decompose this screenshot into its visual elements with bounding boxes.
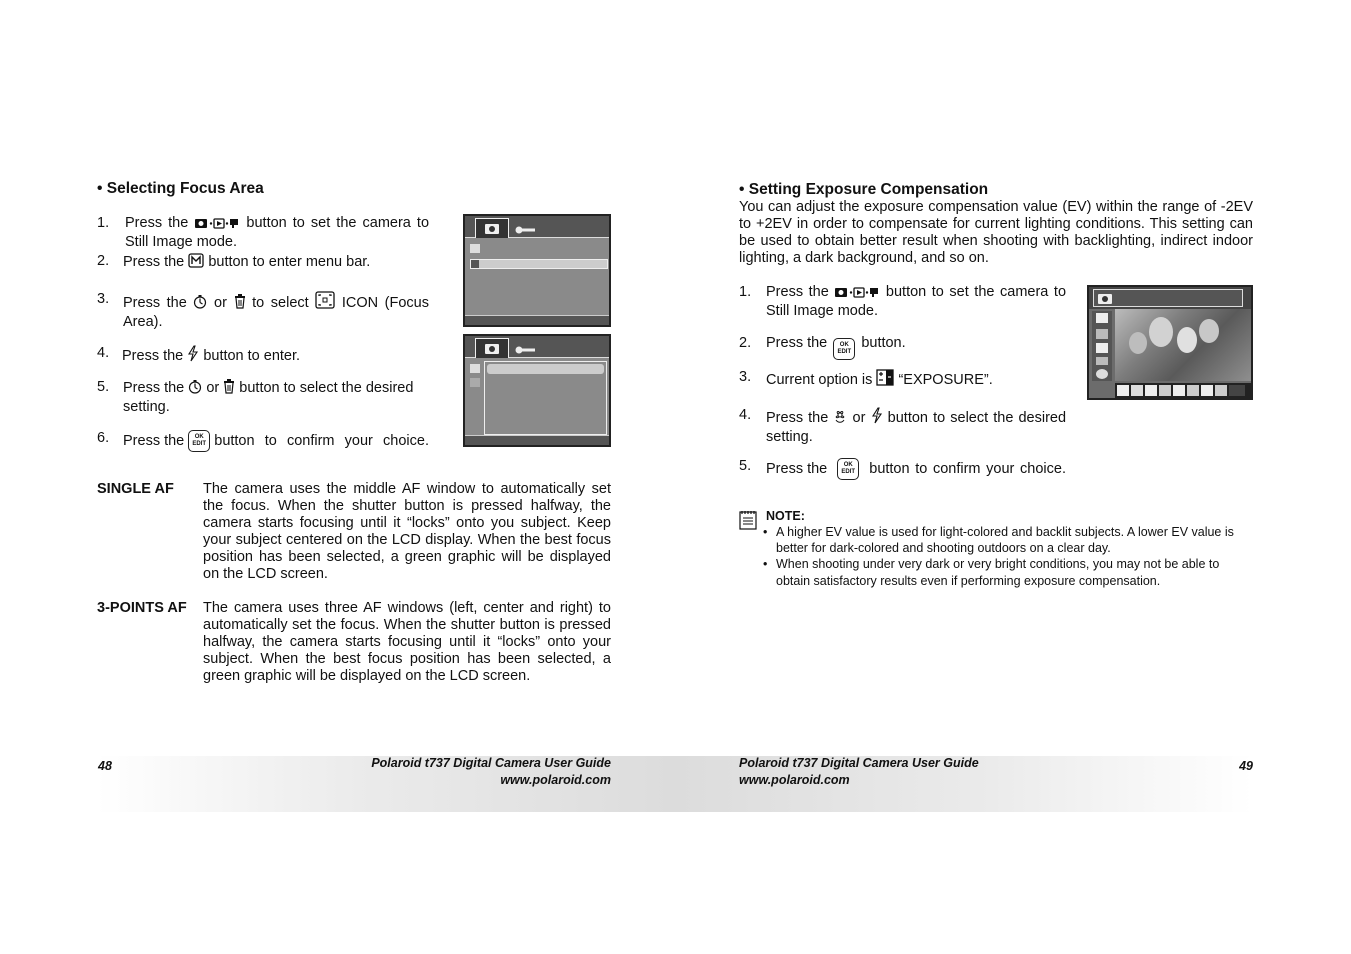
page-number-left: 48 [98, 759, 112, 773]
note-item: • A higher EV value is used for light-colored and backlit subjects. A lower EV value is better for dark-colored and shooting outdoors on a clear day. [763, 525, 1234, 555]
term-3-points-af: 3-POINTS AF The camera uses three AF windows (left, center and right) to automatically set the focus. When the shutter button is pressed halfway, the camera starts focusing until it “locks” onto your subject. When the best focus position has been selected, a green graphic will be displayed on the LCD screen. [97, 600, 611, 684]
note-list [762, 524, 1254, 590]
lcd-menu-screenshot-2 [463, 334, 611, 447]
footer-title-right: Polaroid t737 Digital Camera User Guide www.polaroid.com [739, 756, 979, 787]
left-step-1: 1. Press the button to set the camera to Still Image mode. [97, 215, 430, 250]
menu-button-icon [188, 253, 204, 273]
note-title: NOTE: [766, 509, 805, 523]
exposure-icon [876, 369, 894, 391]
note-item: • When shooting under very dark or very bright conditions, you may not be able to obtain satisfactory results even if performing exposure compensation. [763, 557, 1220, 588]
flash-icon [871, 407, 883, 429]
left-step-3: 3. Press the or to select ICON (Focus Area). [97, 291, 429, 330]
term-single-af: SINGLE AF The camera uses the middle AF window to automatically set the focus. When the shutter button is pressed halfway, the camera starts focusing until it “locks” onto you subject. Keep your subject centered on the LCD display. When the best focus position has been selected, a green graphic will be displayed on the LCD screen. [97, 481, 611, 582]
right-step-4: 4. Press the or button to select the desired setting. [739, 407, 1067, 445]
left-step-5: 5. Press the or button to select the desired setting. [97, 379, 414, 415]
left-step-6: 6. Press the OK EDIT button to confirm your choice. [97, 430, 429, 452]
ok-edit-button-icon: OK EDIT [833, 338, 855, 360]
camera-mode-icon [834, 286, 880, 303]
self-timer-icon [193, 295, 207, 314]
flash-icon [187, 345, 199, 367]
macro-icon [833, 410, 847, 429]
left-step-4: 4. Press the button to enter. [97, 345, 429, 367]
footer-title-left: Polaroid t737 Digital Camera User Guide www.polaroid.com [371, 756, 611, 787]
note-icon [739, 510, 757, 535]
trash-icon [234, 294, 246, 314]
right-step-5: 5. Press the OK EDIT button to confirm your choice. [739, 458, 1066, 480]
page-number-right: 49 [1239, 759, 1253, 773]
right-step-3: 3. Current option is “EXPOSURE”. [739, 369, 1066, 391]
ok-edit-button-icon: OK EDIT [188, 430, 210, 452]
section-heading-focus-area: • Selecting Focus Area [97, 180, 264, 197]
lcd-menu-screenshot-1 [463, 214, 611, 327]
focus-area-icon [315, 291, 335, 314]
camera-mode-icon [194, 217, 240, 234]
lcd-exposure-screenshot [1087, 285, 1253, 400]
right-step-1: 1. Press the button to set the camera to Still Image mode. [739, 284, 1067, 319]
section-heading-exposure: • Setting Exposure Compensation [739, 181, 989, 198]
exposure-intro: You can adjust the exposure compensation value (EV) within the range of -2EV to +2EV in order to compensate for current lighting conditions. This setting can be used to obtain better result when shooting with backlighting, indirect indoor lighting, a dark background, and so on. [739, 199, 1253, 266]
self-timer-icon [188, 380, 202, 399]
left-step-2: 2. Press the button to enter menu bar. [97, 253, 429, 273]
trash-icon [223, 379, 235, 399]
ok-edit-button-icon: OK EDIT [837, 458, 859, 480]
right-step-2: 2. Press the OK EDIT button. [739, 335, 1066, 360]
